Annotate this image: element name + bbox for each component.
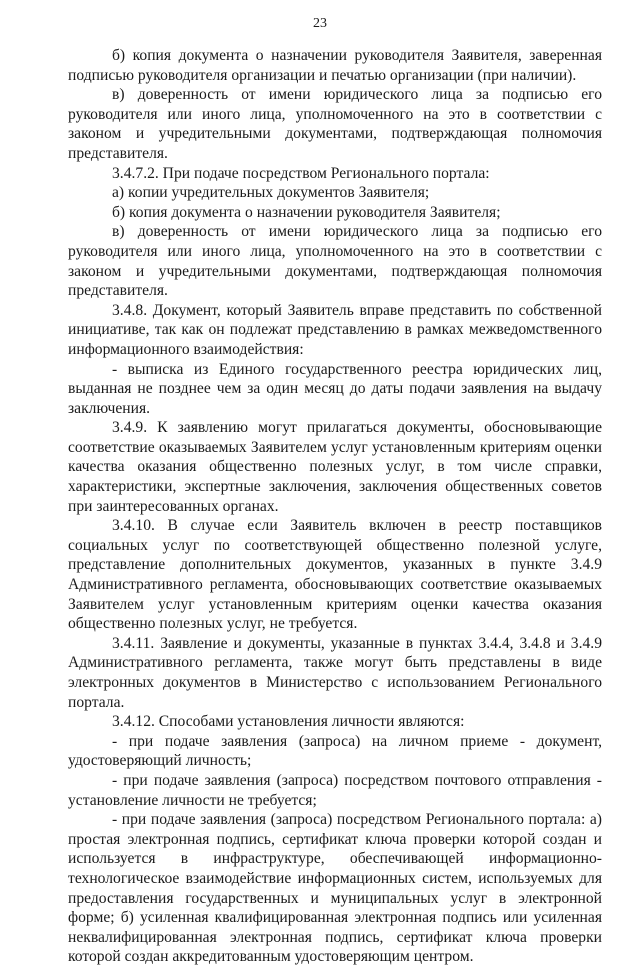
paragraph-3-4-12-heading: 3.4.12. Способами установления личности являются: <box>112 713 465 731</box>
paragraph-3-4-8: 3.4.8. Документ, который Заявитель вправе представить по собственной инициативе, так как он подлежат представлению в рамках межведомственного информационного взаимодействия: <box>68 301 602 358</box>
paragraph-postal-submission: - при подаче заявления (запроса) посредством почтового отправления - установление личности не требуется; <box>68 771 602 809</box>
paragraph-power-of-attorney-portal: в) доверенность от имени юридического лица за подписью его руководителя или иного лица, уполномоченного на это в соответствии с законом и учредительными документами, подтверждающая полномочия представителя. <box>68 223 602 300</box>
paragraph-copy-appointment-order: б) копия документа о назначении руководителя Заявителя, заверенная подписью руководителя организации и печатью организации (при наличии). <box>68 47 602 84</box>
paragraph-egrul-extract: - выписка из Единого государственного реестра юридических лиц, выданная не позднее чем за один месяц до даты подачи заявления на выдачу заключения. <box>68 360 602 417</box>
page-number: 23 <box>313 16 327 31</box>
paragraph-personal-reception: - при подаче заявления (запроса) на личном приеме - документ, удостоверяющий личность; <box>68 732 602 770</box>
paragraph-power-of-attorney: в) доверенность от имени юридического лица за подписью его руководителя или иного лица, уполномоченного на это в соответствии с законом и учредительными документами, подтверждающая полномочия представителя. <box>68 86 602 162</box>
paragraph-3-4-10: 3.4.10. В случае если Заявитель включен в реестр поставщиков социальных услуг по соответствующей общественно полезной услуге, представление дополнительных документов, указанных в пункте 3.4.9 Административного регламента, обосновывающих соответствие оказываемых Заявителем услуг установленным критериям оценки качества оказания общественно полезных услуг, не требуется. <box>68 517 602 633</box>
paragraph-appointment-copy: б) копия документа о назначении руководителя Заявителя; <box>112 203 501 221</box>
paragraph-constituent-documents: а) копии учредительных документов Заявителя; <box>112 184 430 202</box>
paragraph-regional-portal-signatures: - при подаче заявления (запроса) посредством Регионального портала: а) простая электронная подпись, сертификат ключа проверки которой создан и используется в инфраструктуре, обеспечивающей информационно-технологическое взаимодействие информационных систем, используемых для предоставления государственных и муниципальных услуг в электронной форме; б) усиленная квалифицированная электронная подпись или усиленная неквалифицированная электронная подпись, сертификат ключа проверки которой создан аккредитованным удостоверяющим центром. <box>68 811 602 966</box>
paragraph-3-4-9: 3.4.9. К заявлению могут прилагаться документы, обосновывающие соответствие оказываемых Заявителем услуг установленным критериям оценки качества оказания общественно полезных услуг, в том числе справки, характеристики, экспертные заключения, заключения общественных советов при заинтересованных органах. <box>68 419 602 515</box>
document-body <box>68 46 602 967</box>
paragraph-3-4-11: 3.4.11. Заявление и документы, указанные в пунктах 3.4.4, 3.4.8 и 3.4.9 Административного регламента, также могут быть представлены в виде электронных документов в Министерство с использованием Регионального портала. <box>68 634 602 711</box>
paragraph-3-4-7-2-heading: 3.4.7.2. При подаче посредством Регионального портала: <box>112 164 490 182</box>
